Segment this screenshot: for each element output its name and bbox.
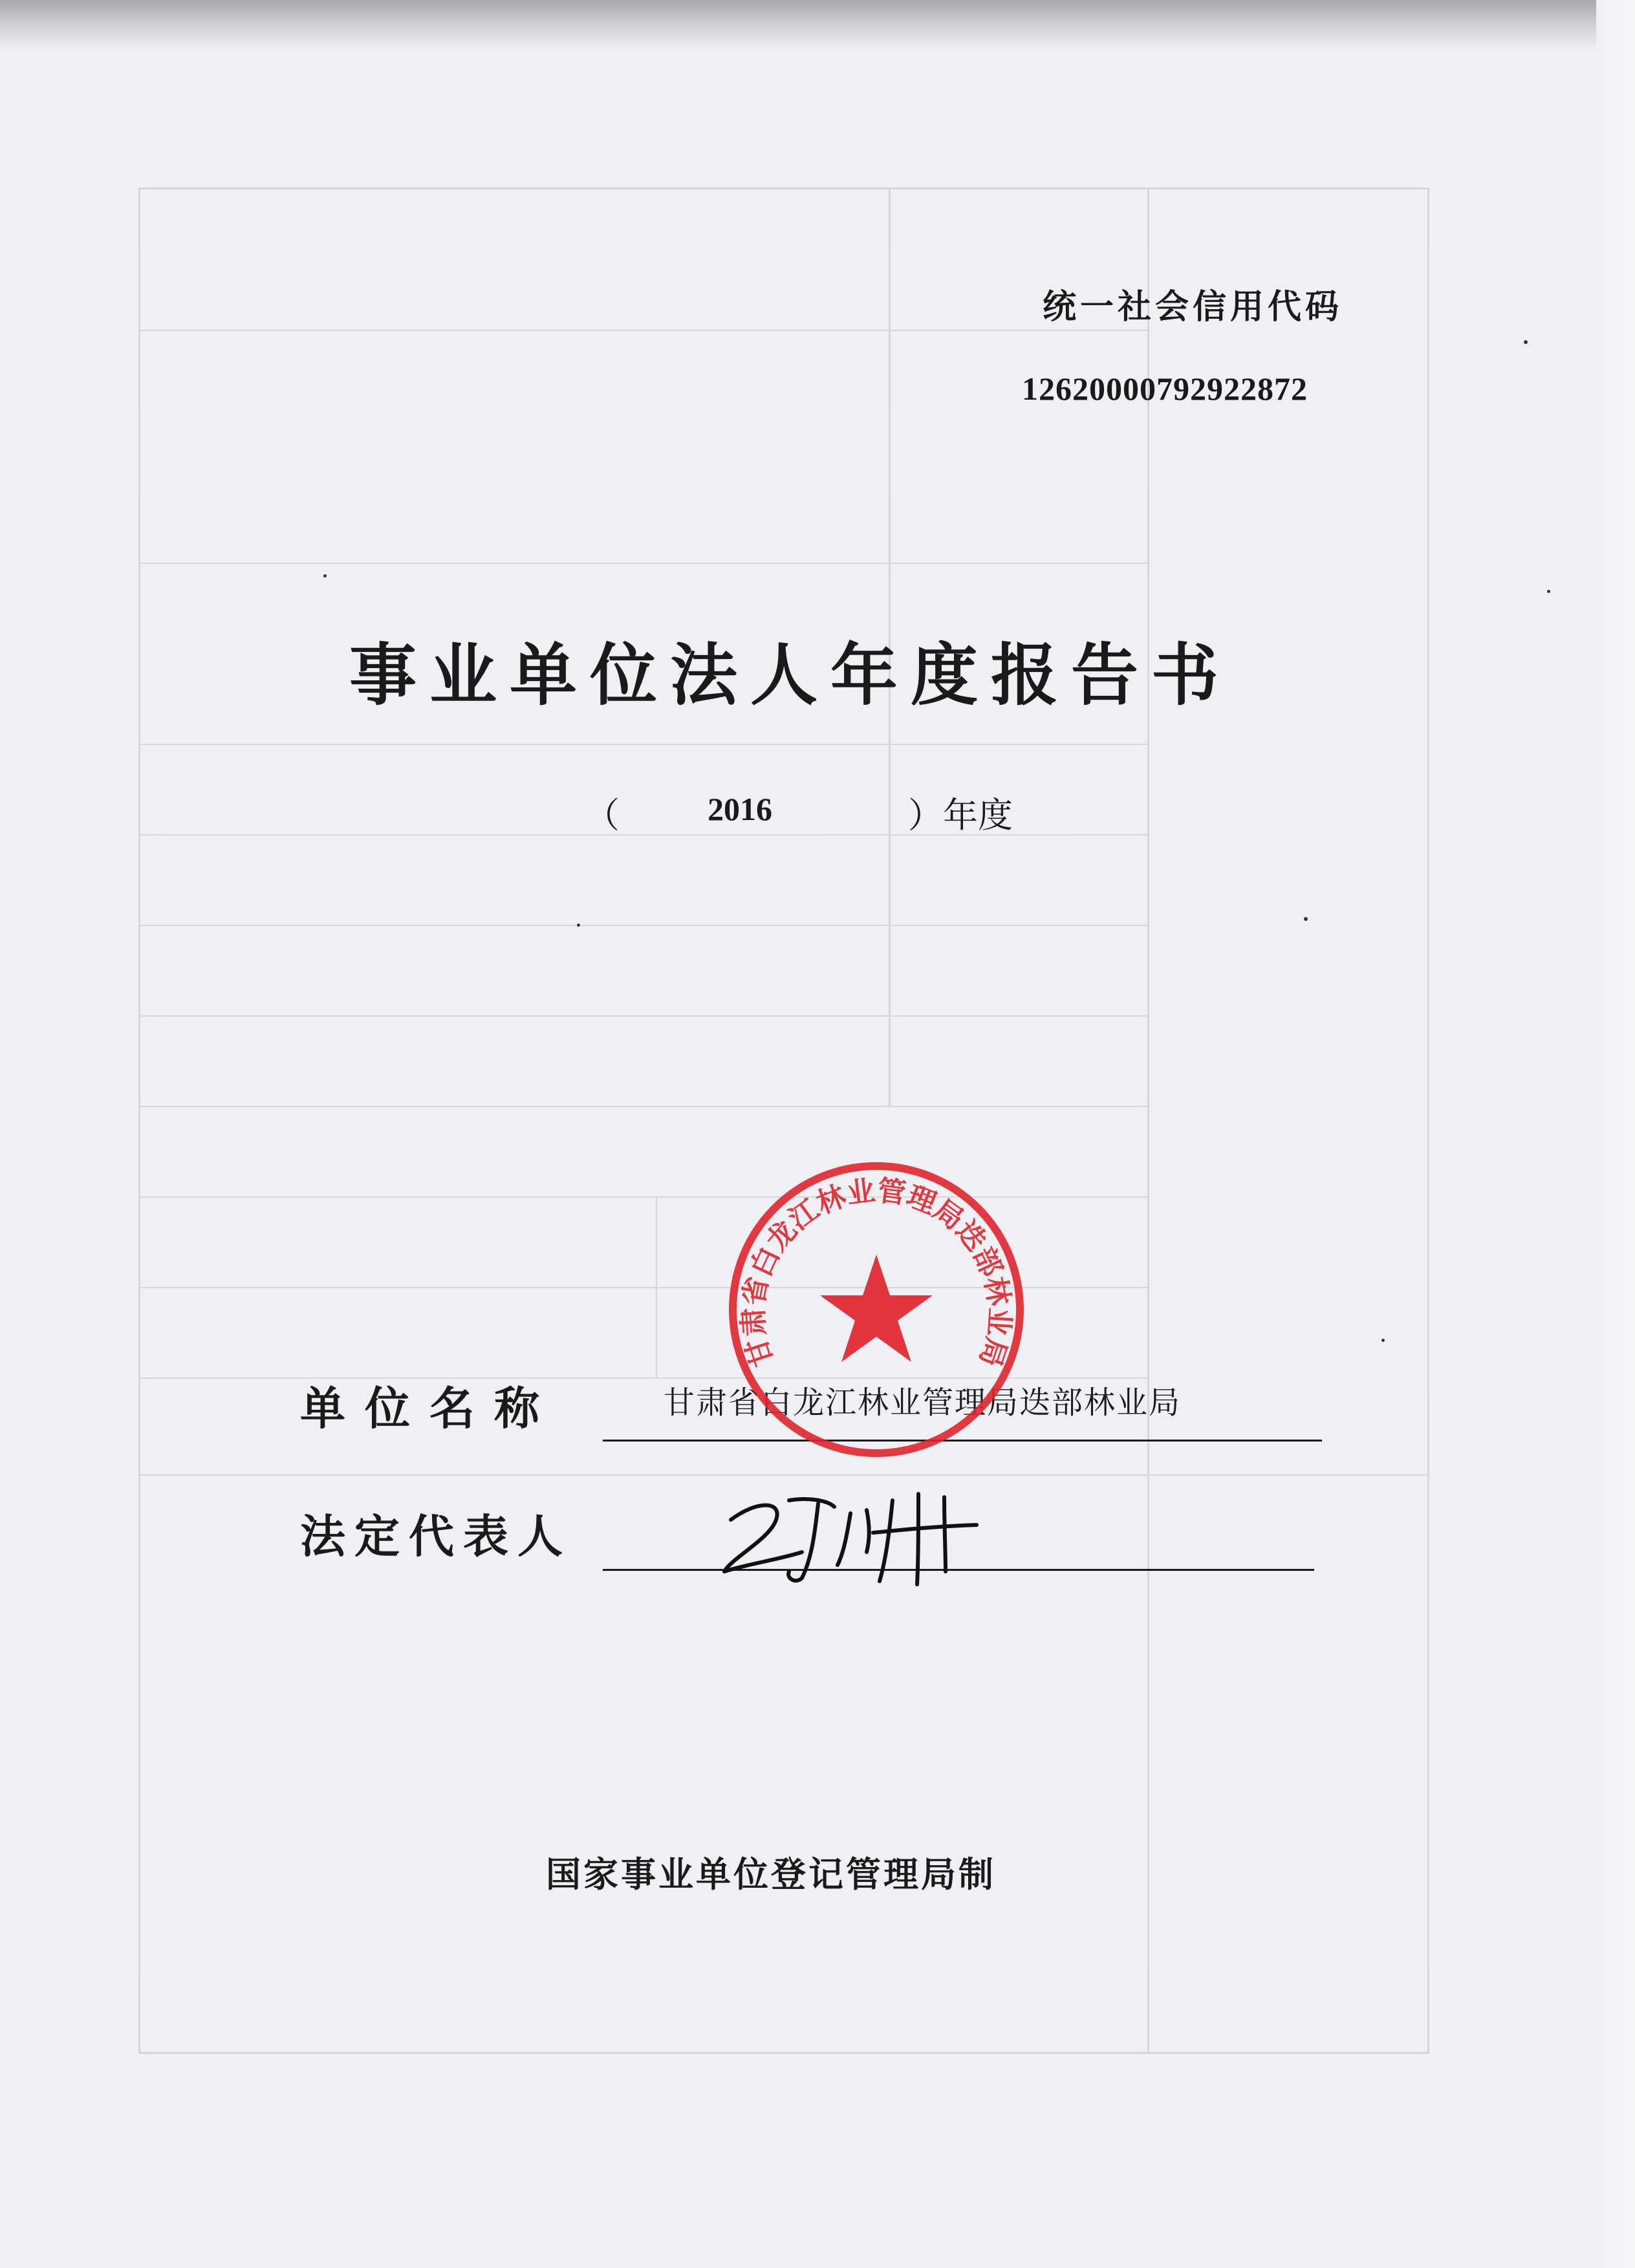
scan-speck <box>323 574 327 578</box>
issuing-authority: 国家事业单位登记管理局制 <box>546 1854 996 1895</box>
document-title: 事业单位法人年度报告书 <box>349 636 1232 715</box>
year-bracket-close: ）年度 <box>908 795 1013 836</box>
scan-speck <box>1524 340 1528 344</box>
reverse-side-show-through <box>138 188 1429 2054</box>
year-bracket-open: （ <box>585 795 620 836</box>
unit-name-value: 甘肃省白龙江林业管理局迭部林业局 <box>664 1385 1182 1421</box>
scan-shadow-top <box>0 0 1635 50</box>
seal-text: 甘肃省白龙江林业管理局迭部林业局 <box>737 1174 1016 1371</box>
unit-name-label: 单位名称 <box>300 1382 559 1435</box>
official-seal-stamp <box>724 1158 1028 1462</box>
scan-speck <box>1547 590 1550 593</box>
scan-speck <box>1304 917 1308 921</box>
scan-edge-right <box>1596 0 1635 2268</box>
scan-speck <box>577 923 580 927</box>
handwritten-signature <box>705 1474 990 1591</box>
legal-representative-label: 法定代表人 <box>300 1510 572 1563</box>
report-year: 2016 <box>708 791 772 827</box>
star-icon <box>820 1255 933 1362</box>
credit-code-value: 12620000792922872 <box>1022 371 1308 407</box>
credit-code-label: 统一社会信用代码 <box>1043 287 1343 327</box>
scan-speck <box>1381 1339 1385 1342</box>
